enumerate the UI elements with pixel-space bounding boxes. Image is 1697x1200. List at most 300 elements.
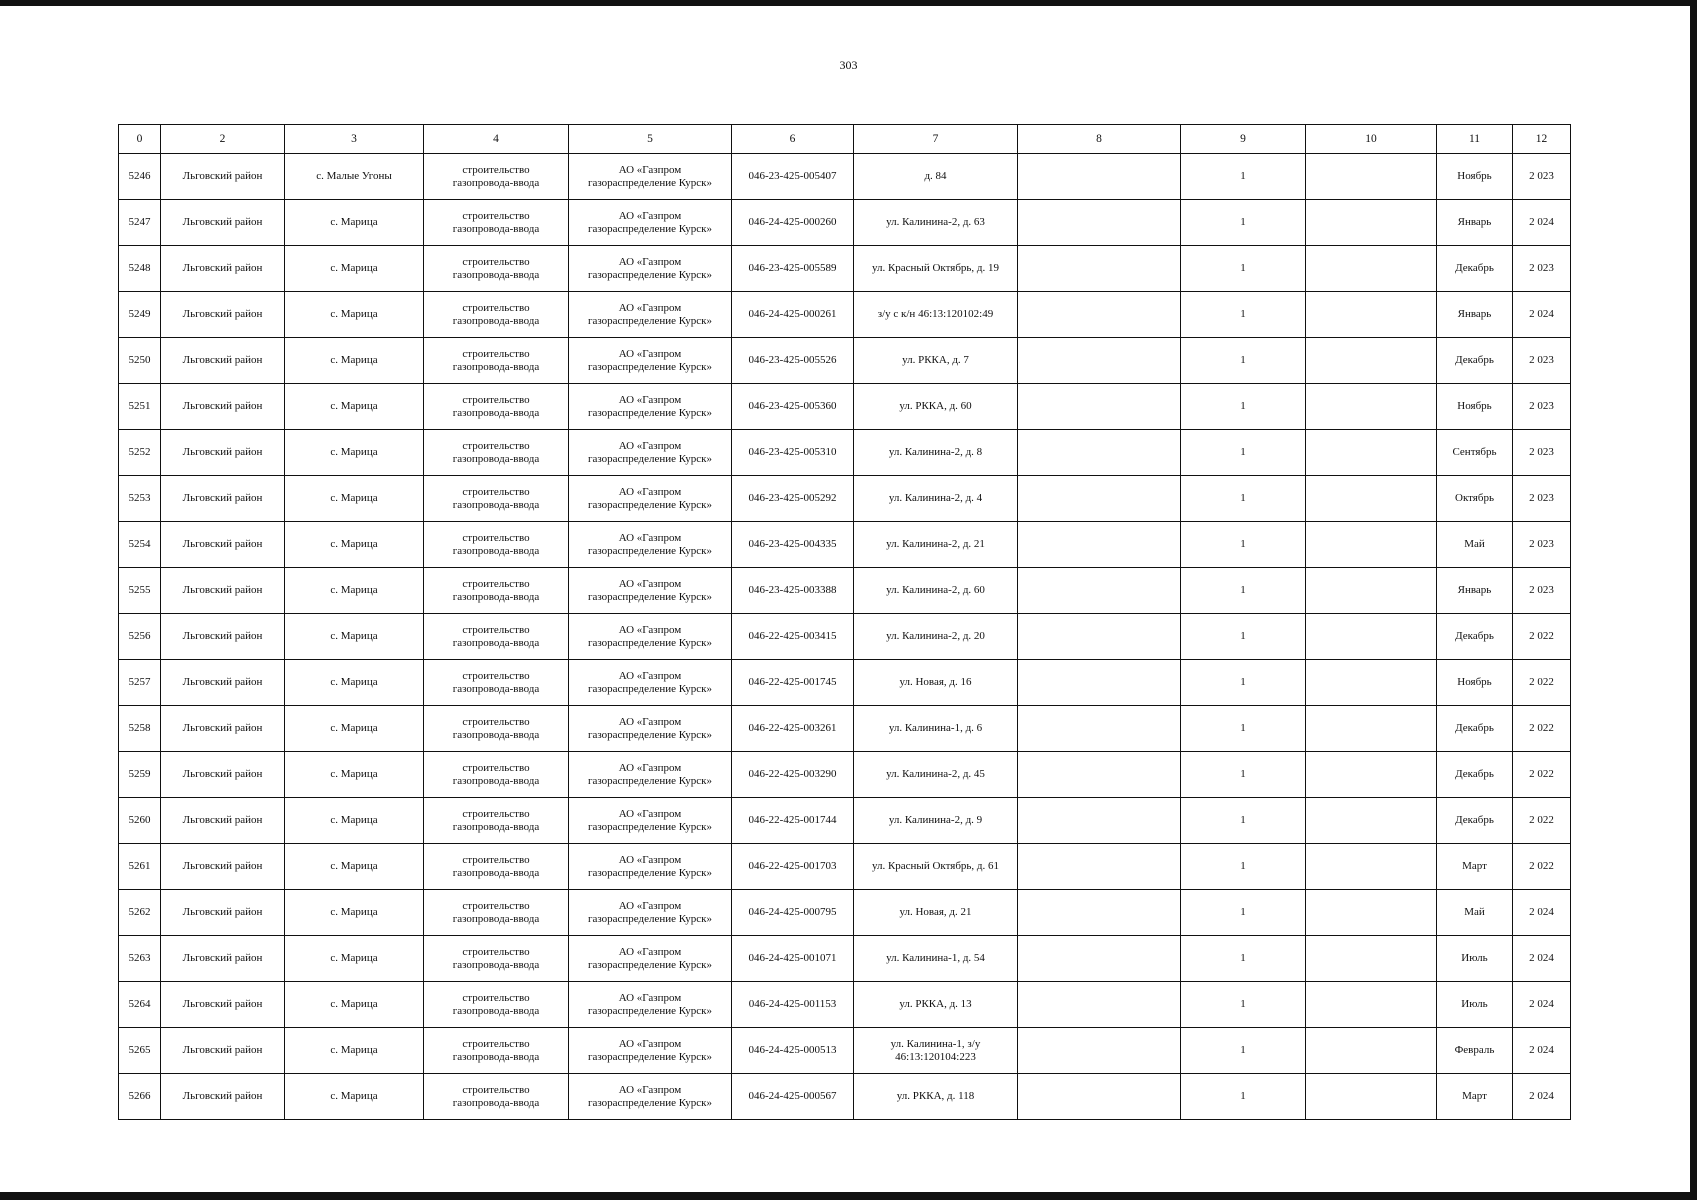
- count-cell: 1: [1181, 1074, 1306, 1120]
- organization-line: АО «Газпром: [618, 899, 682, 912]
- address-line: ул. РККА, д. 60: [899, 400, 972, 412]
- month-cell: Июль: [1437, 982, 1513, 1028]
- organization-cell: [569, 522, 732, 568]
- table-row: [119, 1028, 1571, 1074]
- row-number-cell: 5256: [119, 614, 161, 660]
- count-cell: 1: [1181, 614, 1306, 660]
- settlement-cell: с. Марица: [285, 844, 424, 890]
- column-8-cell: [1018, 1074, 1181, 1120]
- month-cell: Март: [1437, 844, 1513, 890]
- work-type-line: строительство: [462, 301, 530, 314]
- table-row: [119, 936, 1571, 982]
- work-type-line: газопровода-ввода: [452, 314, 540, 327]
- work-type-cell: [424, 154, 569, 200]
- count-cell: 1: [1181, 1028, 1306, 1074]
- settlement-cell: с. Малые Угоны: [285, 154, 424, 200]
- column-10-cell: [1306, 1074, 1437, 1120]
- month-cell: Декабрь: [1437, 246, 1513, 292]
- work-type-line: строительство: [462, 669, 530, 682]
- table-row: [119, 982, 1571, 1028]
- work-type-line: строительство: [462, 531, 530, 544]
- work-type-line: газопровода-ввода: [452, 1004, 540, 1017]
- organization-line: газораспределение Курск»: [587, 590, 713, 603]
- work-type-line: строительство: [462, 623, 530, 636]
- district-cell: Льговский район: [161, 200, 285, 246]
- table-row: [119, 706, 1571, 752]
- row-number-cell: 5250: [119, 338, 161, 384]
- month-cell: Май: [1437, 890, 1513, 936]
- district-cell: Льговский район: [161, 844, 285, 890]
- column-10-cell: [1306, 798, 1437, 844]
- header-cell: 3: [285, 125, 424, 154]
- address-cell: [854, 246, 1018, 292]
- column-8-cell: [1018, 154, 1181, 200]
- table-row: [119, 568, 1571, 614]
- table-row: [119, 154, 1571, 200]
- application-number-cell: 046-23-425-005407: [732, 154, 854, 200]
- organization-line: газораспределение Курск»: [587, 912, 713, 925]
- scan-border-bottom: [0, 1192, 1697, 1200]
- work-type-line: строительство: [462, 761, 530, 774]
- work-type-line: газопровода-ввода: [452, 866, 540, 879]
- organization-line: газораспределение Курск»: [587, 452, 713, 465]
- column-8-cell: [1018, 522, 1181, 568]
- work-type-line: газопровода-ввода: [452, 774, 540, 787]
- column-10-cell: [1306, 476, 1437, 522]
- month-cell: Декабрь: [1437, 338, 1513, 384]
- year-cell: 2 023: [1513, 246, 1571, 292]
- organization-line: газораспределение Курск»: [587, 498, 713, 511]
- header-cell: 9: [1181, 125, 1306, 154]
- organization-cell: [569, 1074, 732, 1120]
- table-row: [119, 844, 1571, 890]
- organization-cell: [569, 292, 732, 338]
- work-type-line: строительство: [462, 945, 530, 958]
- address-line: ул. Калинина-2, д. 9: [888, 814, 983, 826]
- organization-line: АО «Газпром: [618, 347, 682, 360]
- district-cell: Льговский район: [161, 430, 285, 476]
- organization-cell: [569, 798, 732, 844]
- address-cell: [854, 798, 1018, 844]
- district-cell: Льговский район: [161, 936, 285, 982]
- application-number-cell: 046-24-425-000260: [732, 200, 854, 246]
- application-number-cell: 046-22-425-003290: [732, 752, 854, 798]
- table-row: [119, 614, 1571, 660]
- work-type-line: газопровода-ввода: [452, 176, 540, 189]
- month-cell: Октябрь: [1437, 476, 1513, 522]
- header-cell: 8: [1018, 125, 1181, 154]
- address-cell: [854, 200, 1018, 246]
- table-row: [119, 752, 1571, 798]
- address-cell: [854, 706, 1018, 752]
- district-cell: Льговский район: [161, 292, 285, 338]
- settlement-cell: с. Марица: [285, 798, 424, 844]
- column-8-cell: [1018, 660, 1181, 706]
- organization-line: газораспределение Курск»: [587, 268, 713, 281]
- organization-line: газораспределение Курск»: [587, 314, 713, 327]
- work-type-cell: [424, 338, 569, 384]
- organization-line: газораспределение Курск»: [587, 406, 713, 419]
- year-cell: 2 023: [1513, 338, 1571, 384]
- year-cell: 2 023: [1513, 568, 1571, 614]
- count-cell: 1: [1181, 844, 1306, 890]
- work-type-line: газопровода-ввода: [452, 1096, 540, 1109]
- settlement-cell: с. Марица: [285, 706, 424, 752]
- work-type-line: строительство: [462, 991, 530, 1004]
- organization-cell: [569, 430, 732, 476]
- settlement-cell: с. Марица: [285, 522, 424, 568]
- column-8-cell: [1018, 384, 1181, 430]
- work-type-line: газопровода-ввода: [452, 268, 540, 281]
- header-cell: 0: [119, 125, 161, 154]
- settlement-cell: с. Марица: [285, 614, 424, 660]
- settlement-cell: с. Марица: [285, 200, 424, 246]
- work-type-line: строительство: [462, 853, 530, 866]
- work-type-line: строительство: [462, 715, 530, 728]
- header-cell: 6: [732, 125, 854, 154]
- work-type-line: строительство: [462, 439, 530, 452]
- organization-line: АО «Газпром: [618, 577, 682, 590]
- application-number-cell: 046-23-425-003388: [732, 568, 854, 614]
- address-cell: [854, 844, 1018, 890]
- table-row: [119, 660, 1571, 706]
- work-type-cell: [424, 844, 569, 890]
- row-number-cell: 5248: [119, 246, 161, 292]
- year-cell: 2 024: [1513, 292, 1571, 338]
- application-number-cell: 046-22-425-001703: [732, 844, 854, 890]
- column-10-cell: [1306, 706, 1437, 752]
- organization-line: АО «Газпром: [618, 1083, 682, 1096]
- work-type-cell: [424, 982, 569, 1028]
- row-number-cell: 5261: [119, 844, 161, 890]
- application-number-cell: 046-22-425-001745: [732, 660, 854, 706]
- organization-line: газораспределение Курск»: [587, 728, 713, 741]
- work-type-line: газопровода-ввода: [452, 452, 540, 465]
- month-cell: Декабрь: [1437, 798, 1513, 844]
- organization-line: газораспределение Курск»: [587, 222, 713, 235]
- year-cell: 2 024: [1513, 1074, 1571, 1120]
- work-type-cell: [424, 660, 569, 706]
- column-8-cell: [1018, 982, 1181, 1028]
- count-cell: 1: [1181, 982, 1306, 1028]
- address-line: ул. Калинина-2, д. 8: [888, 446, 983, 458]
- address-cell: [854, 476, 1018, 522]
- column-10-cell: [1306, 246, 1437, 292]
- column-8-cell: [1018, 844, 1181, 890]
- row-number-cell: 5247: [119, 200, 161, 246]
- address-line: ул. Калинина-2, д. 60: [886, 584, 985, 596]
- row-number-cell: 5266: [119, 1074, 161, 1120]
- organization-line: АО «Газпром: [618, 301, 682, 314]
- organization-line: газораспределение Курск»: [587, 820, 713, 833]
- count-cell: 1: [1181, 476, 1306, 522]
- district-cell: Льговский район: [161, 338, 285, 384]
- work-type-cell: [424, 200, 569, 246]
- settlement-cell: с. Марица: [285, 660, 424, 706]
- work-type-line: газопровода-ввода: [452, 1050, 540, 1063]
- organization-line: газораспределение Курск»: [587, 774, 713, 787]
- column-10-cell: [1306, 292, 1437, 338]
- organization-line: газораспределение Курск»: [587, 1096, 713, 1109]
- organization-line: АО «Газпром: [618, 945, 682, 958]
- work-type-cell: [424, 476, 569, 522]
- count-cell: 1: [1181, 522, 1306, 568]
- work-type-cell: [424, 384, 569, 430]
- count-cell: 1: [1181, 154, 1306, 200]
- column-8-cell: [1018, 338, 1181, 384]
- year-cell: 2 024: [1513, 1028, 1571, 1074]
- address-cell: [854, 292, 1018, 338]
- address-line: ул. Калинина-2, д. 21: [886, 538, 985, 550]
- settlement-cell: с. Марица: [285, 1028, 424, 1074]
- column-10-cell: [1306, 890, 1437, 936]
- work-type-line: газопровода-ввода: [452, 222, 540, 235]
- work-type-line: газопровода-ввода: [452, 820, 540, 833]
- address-line: ул. Калинина-2, д. 4: [888, 492, 983, 504]
- application-number-cell: 046-23-425-005310: [732, 430, 854, 476]
- organization-line: АО «Газпром: [618, 531, 682, 544]
- table-row: [119, 890, 1571, 936]
- organization-line: газораспределение Курск»: [587, 1050, 713, 1063]
- year-cell: 2 022: [1513, 844, 1571, 890]
- organization-line: газораспределение Курск»: [587, 682, 713, 695]
- application-number-cell: 046-24-425-001071: [732, 936, 854, 982]
- year-cell: 2 023: [1513, 384, 1571, 430]
- organization-line: АО «Газпром: [618, 669, 682, 682]
- organization-line: газораспределение Курск»: [587, 544, 713, 557]
- application-number-cell: 046-24-425-000513: [732, 1028, 854, 1074]
- month-cell: Февраль: [1437, 1028, 1513, 1074]
- organization-line: АО «Газпром: [618, 485, 682, 498]
- work-type-cell: [424, 568, 569, 614]
- count-cell: 1: [1181, 338, 1306, 384]
- address-cell: [854, 154, 1018, 200]
- column-10-cell: [1306, 660, 1437, 706]
- address-line: ул. Калинина-2, д. 63: [886, 216, 985, 228]
- header-cell: 11: [1437, 125, 1513, 154]
- organization-line: газораспределение Курск»: [587, 1004, 713, 1017]
- organization-line: АО «Газпром: [618, 393, 682, 406]
- application-number-cell: 046-23-425-005589: [732, 246, 854, 292]
- table-row: [119, 1074, 1571, 1120]
- district-cell: Льговский район: [161, 660, 285, 706]
- organization-line: АО «Газпром: [618, 255, 682, 268]
- work-type-cell: [424, 292, 569, 338]
- count-cell: 1: [1181, 430, 1306, 476]
- year-cell: 2 024: [1513, 890, 1571, 936]
- row-number-cell: 5257: [119, 660, 161, 706]
- month-cell: Декабрь: [1437, 706, 1513, 752]
- year-cell: 2 024: [1513, 200, 1571, 246]
- organization-line: АО «Газпром: [618, 715, 682, 728]
- organization-line: АО «Газпром: [618, 1037, 682, 1050]
- settlement-cell: с. Марица: [285, 384, 424, 430]
- work-type-line: газопровода-ввода: [452, 544, 540, 557]
- year-cell: 2 023: [1513, 522, 1571, 568]
- table-row: [119, 384, 1571, 430]
- registry-table: [118, 124, 1571, 1120]
- organization-line: АО «Газпром: [618, 623, 682, 636]
- district-cell: Льговский район: [161, 476, 285, 522]
- month-cell: Ноябрь: [1437, 384, 1513, 430]
- organization-cell: [569, 614, 732, 660]
- month-cell: Сентябрь: [1437, 430, 1513, 476]
- row-number-cell: 5263: [119, 936, 161, 982]
- district-cell: Льговский район: [161, 706, 285, 752]
- district-cell: Льговский район: [161, 982, 285, 1028]
- header-cell: 10: [1306, 125, 1437, 154]
- scan-border-right: [1690, 0, 1697, 1200]
- month-cell: Декабрь: [1437, 614, 1513, 660]
- address-cell: [854, 936, 1018, 982]
- address-line: ул. Новая, д. 21: [899, 906, 972, 918]
- scan-border-top: [0, 0, 1697, 6]
- address-line: ул. Калинина-2, д. 20: [886, 630, 985, 642]
- table-row: [119, 430, 1571, 476]
- organization-cell: [569, 844, 732, 890]
- organization-cell: [569, 200, 732, 246]
- address-cell: [854, 1074, 1018, 1120]
- district-cell: Льговский район: [161, 752, 285, 798]
- count-cell: 1: [1181, 384, 1306, 430]
- table-row: [119, 338, 1571, 384]
- application-number-cell: 046-22-425-001744: [732, 798, 854, 844]
- year-cell: 2 022: [1513, 752, 1571, 798]
- page-number: 303: [839, 58, 858, 72]
- work-type-line: строительство: [462, 807, 530, 820]
- month-cell: Январь: [1437, 292, 1513, 338]
- column-10-cell: [1306, 522, 1437, 568]
- work-type-cell: [424, 614, 569, 660]
- address-line: ул. Калинина-1, д. 6: [888, 722, 983, 734]
- row-number-cell: 5253: [119, 476, 161, 522]
- organization-line: АО «Газпром: [618, 209, 682, 222]
- district-cell: Льговский район: [161, 522, 285, 568]
- work-type-cell: [424, 1028, 569, 1074]
- work-type-line: газопровода-ввода: [452, 360, 540, 373]
- column-10-cell: [1306, 338, 1437, 384]
- year-cell: 2 024: [1513, 936, 1571, 982]
- count-cell: 1: [1181, 752, 1306, 798]
- table-row: [119, 476, 1571, 522]
- district-cell: Льговский район: [161, 1074, 285, 1120]
- address-line: ул. Калинина-1, з/у: [890, 1037, 981, 1050]
- year-cell: 2 022: [1513, 614, 1571, 660]
- work-type-line: газопровода-ввода: [452, 636, 540, 649]
- year-cell: 2 022: [1513, 660, 1571, 706]
- column-10-cell: [1306, 982, 1437, 1028]
- organization-line: газораспределение Курск»: [587, 866, 713, 879]
- organization-line: АО «Газпром: [618, 439, 682, 452]
- settlement-cell: с. Марица: [285, 982, 424, 1028]
- column-8-cell: [1018, 890, 1181, 936]
- work-type-cell: [424, 522, 569, 568]
- row-number-cell: 5265: [119, 1028, 161, 1074]
- column-8-cell: [1018, 706, 1181, 752]
- district-cell: Льговский район: [161, 384, 285, 430]
- address-cell: [854, 890, 1018, 936]
- column-10-cell: [1306, 844, 1437, 890]
- year-cell: 2 023: [1513, 430, 1571, 476]
- column-10-cell: [1306, 614, 1437, 660]
- settlement-cell: с. Марица: [285, 752, 424, 798]
- column-10-cell: [1306, 154, 1437, 200]
- work-type-line: строительство: [462, 393, 530, 406]
- count-cell: 1: [1181, 936, 1306, 982]
- work-type-line: газопровода-ввода: [452, 728, 540, 741]
- column-8-cell: [1018, 430, 1181, 476]
- settlement-cell: с. Марица: [285, 568, 424, 614]
- settlement-cell: с. Марица: [285, 246, 424, 292]
- address-line: ул. РККА, д. 13: [899, 998, 972, 1010]
- column-8-cell: [1018, 798, 1181, 844]
- header-cell: 12: [1513, 125, 1571, 154]
- settlement-cell: с. Марица: [285, 1074, 424, 1120]
- application-number-cell: 046-24-425-001153: [732, 982, 854, 1028]
- address-cell: [854, 430, 1018, 476]
- column-10-cell: [1306, 200, 1437, 246]
- row-number-cell: 5254: [119, 522, 161, 568]
- settlement-cell: с. Марица: [285, 430, 424, 476]
- table-header-row: [119, 125, 1571, 154]
- column-8-cell: [1018, 568, 1181, 614]
- application-number-cell: 046-23-425-004335: [732, 522, 854, 568]
- organization-cell: [569, 384, 732, 430]
- address-line: ул. Красный Октябрь, д. 19: [871, 262, 1000, 274]
- district-cell: Льговский район: [161, 1028, 285, 1074]
- month-cell: Январь: [1437, 568, 1513, 614]
- column-8-cell: [1018, 476, 1181, 522]
- address-line: ул. Калинина-1, д. 54: [886, 952, 985, 964]
- table-row: [119, 522, 1571, 568]
- organization-line: газораспределение Курск»: [587, 636, 713, 649]
- row-number-cell: 5258: [119, 706, 161, 752]
- address-line: ул. Новая, д. 16: [899, 676, 972, 688]
- month-cell: Май: [1437, 522, 1513, 568]
- organization-cell: [569, 568, 732, 614]
- settlement-cell: с. Марица: [285, 936, 424, 982]
- work-type-cell: [424, 706, 569, 752]
- organization-line: АО «Газпром: [618, 991, 682, 1004]
- column-10-cell: [1306, 1028, 1437, 1074]
- work-type-line: газопровода-ввода: [452, 590, 540, 603]
- column-8-cell: [1018, 246, 1181, 292]
- month-cell: Июль: [1437, 936, 1513, 982]
- organization-cell: [569, 476, 732, 522]
- column-8-cell: [1018, 200, 1181, 246]
- address-cell: [854, 384, 1018, 430]
- address-cell: [854, 660, 1018, 706]
- application-number-cell: 046-22-425-003415: [732, 614, 854, 660]
- work-type-cell: [424, 798, 569, 844]
- year-cell: 2 022: [1513, 798, 1571, 844]
- work-type-line: строительство: [462, 347, 530, 360]
- organization-cell: [569, 706, 732, 752]
- work-type-cell: [424, 752, 569, 798]
- application-number-cell: 046-23-425-005292: [732, 476, 854, 522]
- month-cell: Декабрь: [1437, 752, 1513, 798]
- organization-line: АО «Газпром: [618, 163, 682, 176]
- row-number-cell: 5249: [119, 292, 161, 338]
- month-cell: Ноябрь: [1437, 660, 1513, 706]
- month-cell: Январь: [1437, 200, 1513, 246]
- row-number-cell: 5264: [119, 982, 161, 1028]
- column-8-cell: [1018, 752, 1181, 798]
- application-number-cell: 046-24-425-000261: [732, 292, 854, 338]
- table-row: [119, 292, 1571, 338]
- header-cell: 5: [569, 125, 732, 154]
- district-cell: Льговский район: [161, 798, 285, 844]
